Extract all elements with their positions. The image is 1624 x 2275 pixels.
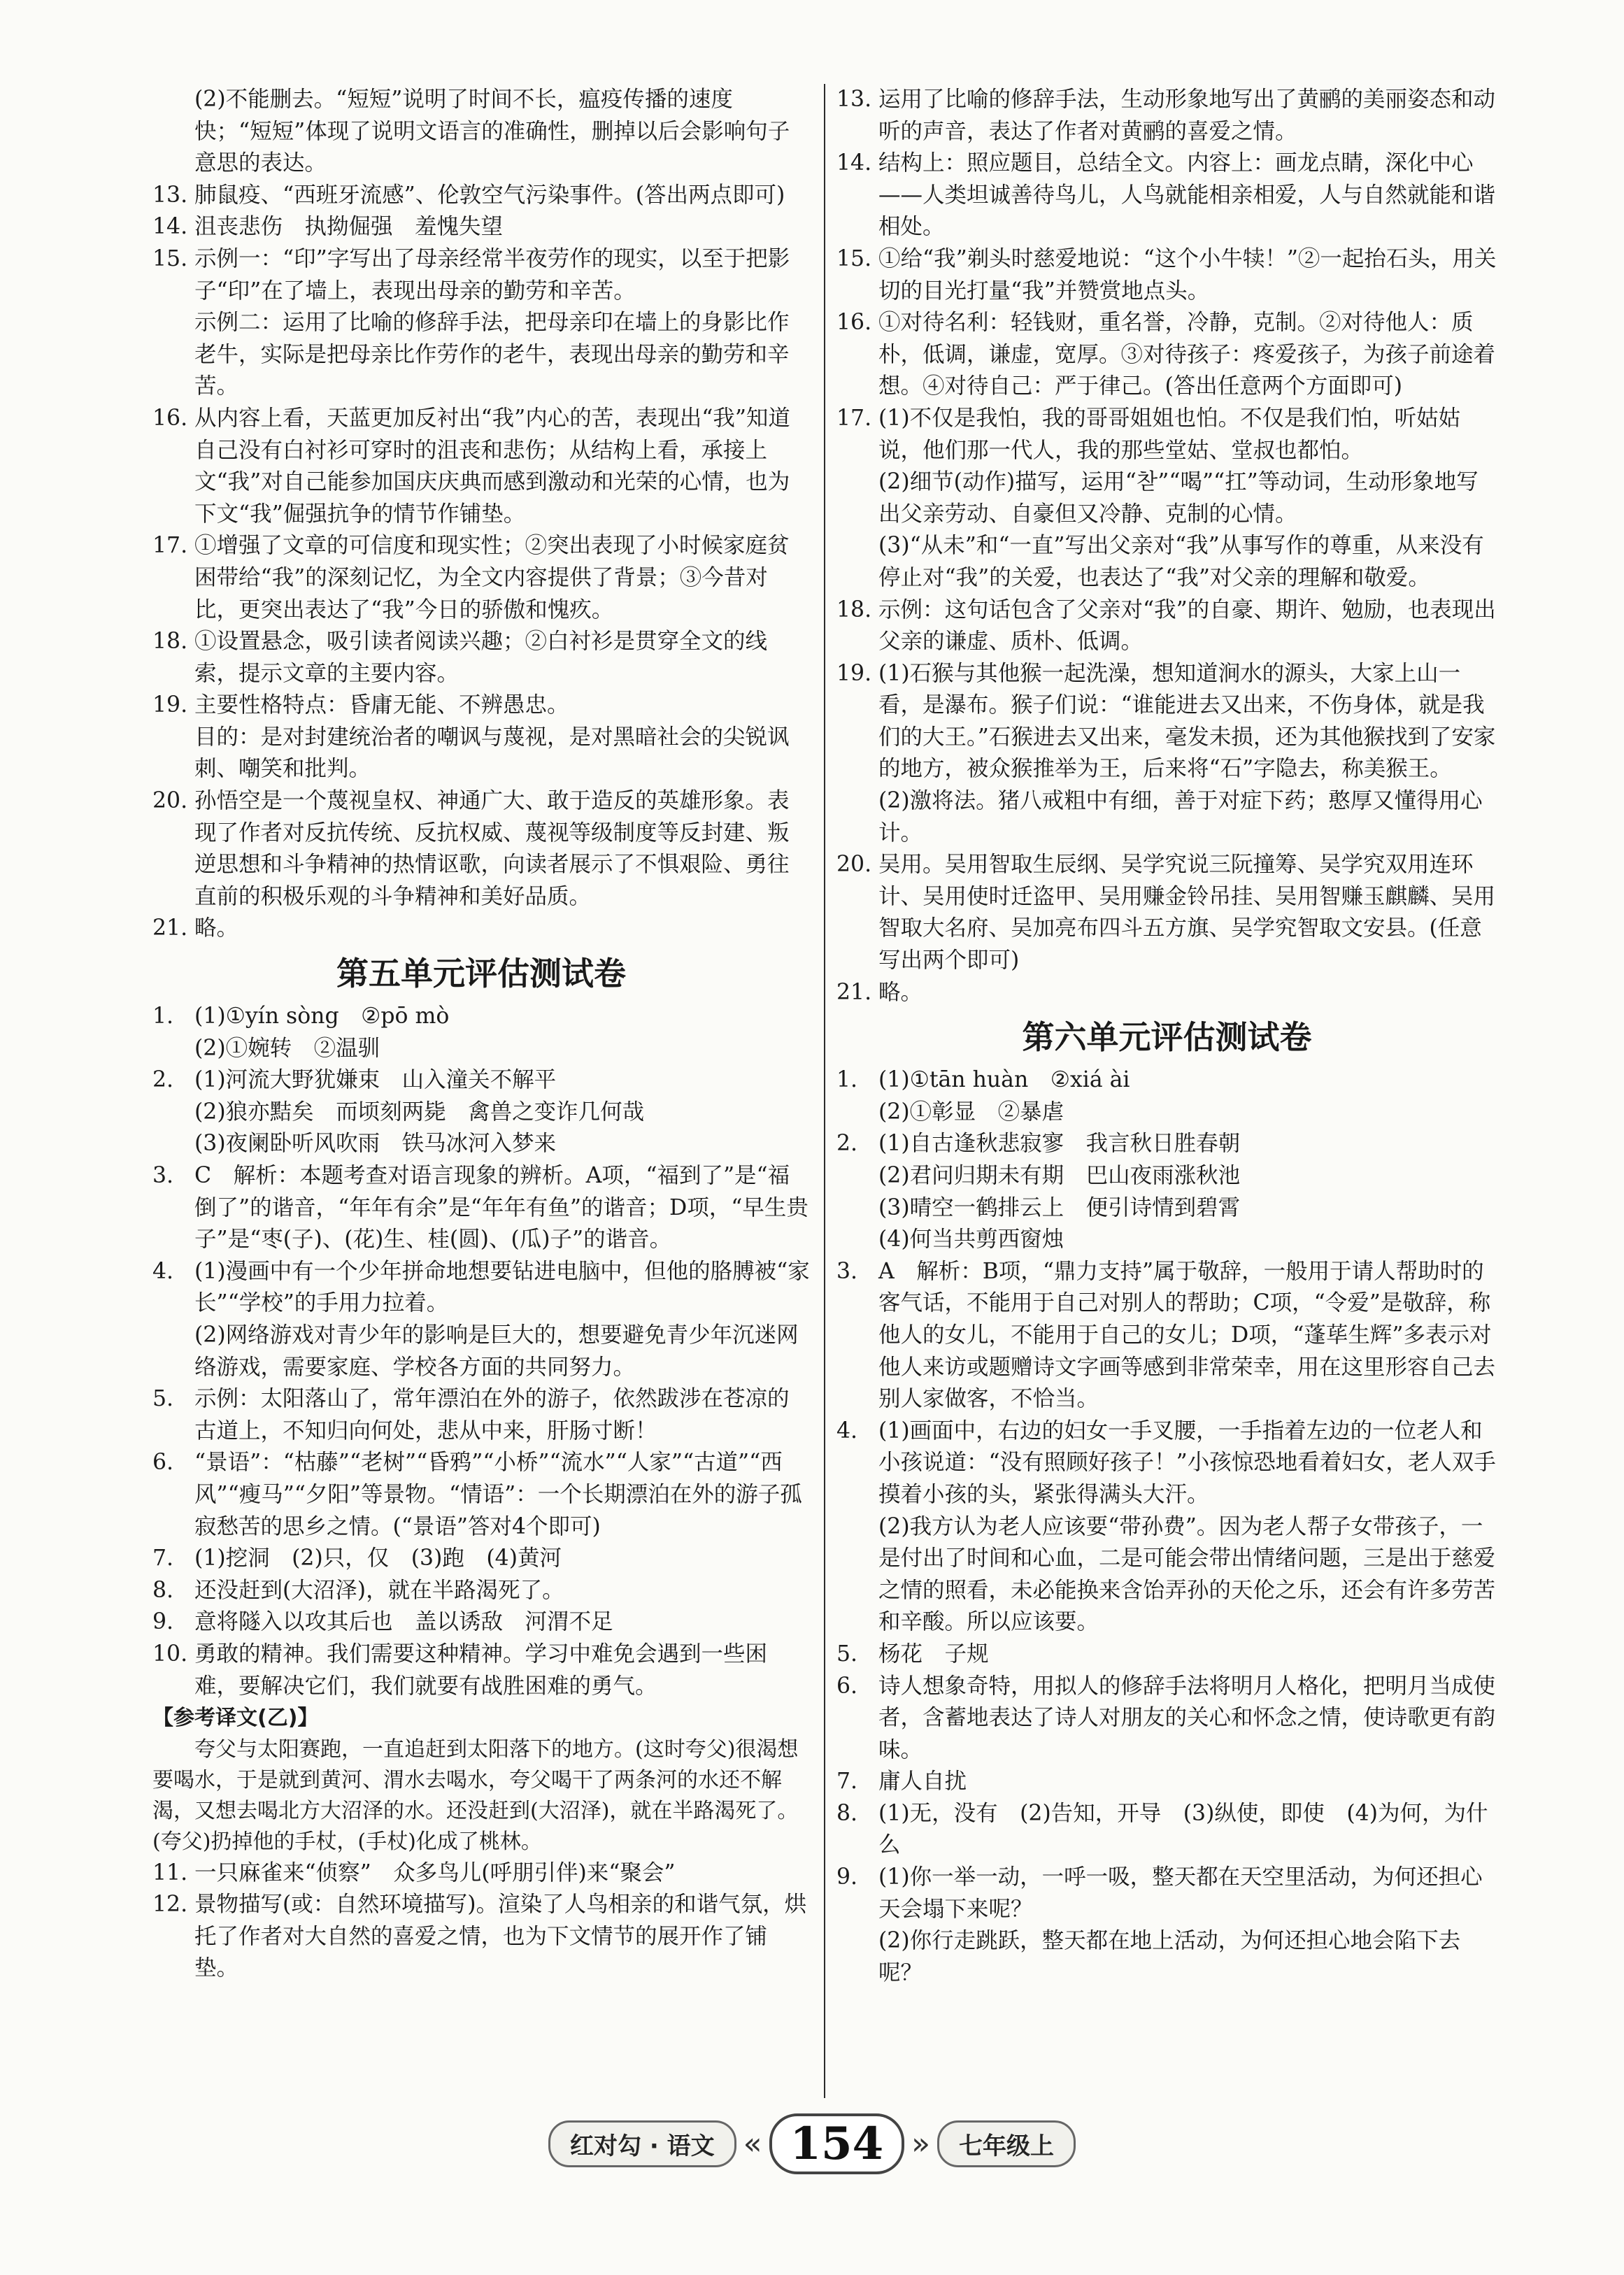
answer-text: (2)①婉转 ②温驯 <box>194 1035 380 1061</box>
answer-text: 还没赶到(大沼泽)，就在半路渴死了。 <box>194 1577 564 1603</box>
answer-item <box>152 1033 810 1065</box>
answer-item <box>836 1160 1497 1192</box>
unit5-heading: 第五单元评估测试卷 <box>336 955 626 993</box>
answer-number: 16. <box>836 310 872 336</box>
answer-item <box>836 1639 1497 1671</box>
answer-number <box>836 785 878 849</box>
answer-number: 20. <box>152 788 188 814</box>
answer-number: 19. <box>152 692 188 718</box>
answer-number: 2. <box>152 1067 174 1093</box>
answer-item <box>836 1798 1497 1862</box>
answer-text: 运用了比喻的修辞手法，生动形象地写出了黄鹂的美丽姿态和动听的声音，表达了作者对黄鹂的喜爱之情。 <box>878 87 1496 144</box>
answer-text: (2)我方认为老人应该要“带孙费”。因为老人帮子女带孩子，一是付出了时间和心血，二是可能会带出情绪问题，三是出于慈爱之情的照看，未必能换来含饴弄孙的天伦之乐，还会有许多劳苦和辛酸。所以应该要。 <box>878 1513 1496 1635</box>
answer-number: 3. <box>836 1258 858 1284</box>
answer-item <box>836 977 1497 1009</box>
answer-item <box>152 403 810 530</box>
answer-number: 6. <box>152 1450 174 1476</box>
reference-translation-body: 夸父与太阳赛跑，一直追赶到太阳落下的地方。(这时夸父)很渴想要喝水，于是就到黄河、渭水去喝水，夸父喝干了两条河的水还不解渴，又想去喝北方大沼泽的水。还没赶到(大沼泽)，就在半路渴死了。(夸父)扔掉他的手杖，(手杖)化成了桃林。 <box>152 1736 799 1854</box>
answer-item <box>152 84 810 180</box>
answer-item <box>836 658 1497 785</box>
answer-item <box>152 785 810 913</box>
answer-number: 11. <box>152 1860 188 1885</box>
answer-item <box>152 530 810 626</box>
answer-number <box>836 466 878 530</box>
answer-number: 12. <box>152 1892 188 1918</box>
answer-item <box>152 307 810 403</box>
answer-number: 8. <box>836 1800 858 1826</box>
answer-item <box>152 1320 810 1383</box>
answer-text: (1)你一举一动，一呼一吸，整天都在天空里活动，为何还担心天会塌下来呢？ <box>878 1864 1483 1922</box>
answer-number <box>836 530 878 594</box>
answer-text: (1)画面中，右边的妇女一手叉腰，一手指着左边的一位老人和小孩说道：“没有照顾好孩子！”小孩惊恐地看着妇女，老人双手摸着小孩的头，紧张得满头大汗。 <box>878 1418 1496 1507</box>
answer-text: (2)激将法。猪八戒粗中有细，善于对症下药；憨厚又懂得用心计。 <box>878 788 1483 846</box>
answer-number: 14. <box>152 214 188 240</box>
answer-number: 14. <box>836 150 872 176</box>
answer-text: (1)石猴与其他猴一起洗澡，想知道涧水的源头，大家上山一看，是瀑布。猴子们说：“谁能进去又出来，不伤身体，就是我们的大王。”石猴进去又出来，毫发未损，还为其他猴找到了安家的地方，被众猴推举为王，后来将“石”字隐去，称美猴王。 <box>878 660 1496 782</box>
answer-text: 勇敢的精神。我们需要这种精神。学习中难免会遇到一些困难，要解决它们，我们就要有战胜困难的勇气。 <box>194 1641 768 1699</box>
answer-item <box>152 1256 810 1320</box>
answer-text: (1)河流大野犹嫌束 山入潼关不解平 <box>194 1067 557 1093</box>
answer-item <box>152 1097 810 1129</box>
answer-text: 孙悟空是一个蔑视皇权、神通广大、敢于造反的英雄形象。表现了作者对反抗传统、反抗权威、蔑视等级制度等反封建、叛逆思想和斗争精神的热情讴歌，向读者展示了不惧艰险、勇往直前的积极乐观的斗争精神和美好品质。 <box>194 788 790 909</box>
answer-text: ①给“我”剃头时慈爱地说：“这个小牛犊！”②一起抬石头，用关切的目光打量“我”并赞赏地点头。 <box>878 245 1497 304</box>
answer-number: 17. <box>836 405 872 431</box>
answer-item <box>152 722 810 785</box>
answer-number: 9. <box>836 1864 858 1890</box>
answer-text: C 解析：本题考查对语言现象的辨析。A项，“福到了”是“福倒了”的谐音，“年年有余”是“年年有鱼”的谐音；D项，“早生贵子”是“枣(子)、(花)生、桂(圆)、(瓜)子”的谐音。 <box>194 1163 809 1253</box>
answer-item <box>836 530 1497 594</box>
answer-number: 21. <box>836 979 872 1005</box>
answer-item <box>836 403 1497 466</box>
left-chevron-icon: « <box>743 2125 762 2162</box>
answer-item <box>152 1383 810 1447</box>
answer-text: 杨花 子规 <box>878 1641 989 1667</box>
column-divider <box>824 84 825 2098</box>
right-column <box>836 84 1497 2091</box>
answer-text: (3)晴空一鹤排云上 便引诗情到碧霄 <box>878 1194 1241 1220</box>
answer-number: 1. <box>836 1067 858 1093</box>
answer-text: (2)细节(动作)描写，运用“찯”“喝”“扛”等动词，生动形象地写出父亲劳动、自豪但又冷静、克制的心情。 <box>878 469 1479 527</box>
answer-number <box>836 1925 878 1989</box>
answer-text: (1)不仅是我怕，我的哥哥姐姐也怕。不仅是我们怕，听姑姑说，他们那一代人，我的那些堂姑、堂叔也都怕。 <box>878 405 1461 463</box>
answer-text: “景语”：“枯藤”“老树”“昏鸦”“小桥”“流水”“人家”“古道”“西风”“瘦马”“夕阳”等景物。“情语”：一个长期漂泊在外的游子孤寂愁苦的思乡之情。(“景语”答对4个即可) <box>194 1450 802 1539</box>
answer-number: 16. <box>152 405 188 431</box>
answer-item <box>152 1064 810 1097</box>
grade-tag: 七年级上 <box>937 2120 1076 2167</box>
answer-item <box>836 148 1497 243</box>
answer-text: (1)自古逢秋悲寂寥 我言秋日胜春朝 <box>878 1131 1241 1157</box>
answer-item <box>152 690 810 722</box>
right-items-bottom <box>836 1064 1497 1989</box>
answer-text: 示例：这句话包含了父亲对“我”的自豪、期许、勉励，也表现出父亲的谦虚、质朴、低调。 <box>878 597 1496 655</box>
answer-item <box>836 1192 1497 1225</box>
answer-text: 示例：太阳落山了，常年漂泊在外的游子，依然跋涉在苍凉的古道上，不知归向何处，悲从中来，肝肠寸断！ <box>194 1386 790 1443</box>
answer-item <box>152 243 810 307</box>
answer-text: 庸人自扰 <box>878 1769 967 1795</box>
answer-item <box>836 849 1497 976</box>
left-items-bottom <box>152 1001 810 1702</box>
answer-text: 沮丧悲伤 执拗倔强 羞愧失望 <box>194 214 504 240</box>
page-footer <box>0 2102 1624 2185</box>
answer-number <box>836 1224 878 1256</box>
answer-text: 主要性格特点：昏庸无能、不辨愚忠。 <box>194 692 569 718</box>
answer-number: 2. <box>836 1131 858 1157</box>
answer-number: 10. <box>152 1641 188 1667</box>
answer-number <box>836 1511 878 1639</box>
answer-number: 19. <box>836 660 872 686</box>
answer-item <box>836 1766 1497 1798</box>
right-chevron-icon: » <box>911 2125 931 2162</box>
answer-item <box>836 1064 1497 1097</box>
answer-item <box>836 1925 1497 1989</box>
answer-text: 略。 <box>194 915 239 941</box>
answer-item <box>152 211 810 243</box>
answer-text: (2)你行走跳跃，整天都在地上活动，为何还担心地会陷下去呢？ <box>878 1928 1461 1985</box>
answer-item <box>152 626 810 690</box>
answer-item <box>836 243 1497 307</box>
answer-number: 15. <box>152 245 188 271</box>
answer-item <box>152 1889 810 1985</box>
answer-text: 略。 <box>878 979 923 1005</box>
answer-text: 景物描写(或：自然环境描写)。渲染了人鸟相亲的和谐气氛，烘托了作者对大自然的喜爱之情，也为下文情节的展开作了铺垫。 <box>194 1892 807 1981</box>
answer-text: (2)①彰显 ②暴虐 <box>878 1099 1064 1125</box>
answer-number: 5. <box>152 1386 174 1412</box>
answer-number: 17. <box>152 533 188 559</box>
answer-number: 7. <box>836 1769 858 1795</box>
answer-item <box>836 594 1497 658</box>
answer-item <box>152 180 810 212</box>
answer-item <box>152 1001 810 1033</box>
answer-text: (1)漫画中有一个少年拼命地想要钻进电脑中，但他的胳膊被“家长”“学校”的手用力拉着。 <box>194 1258 810 1316</box>
unit6-heading: 第六单元评估测试卷 <box>1022 1018 1312 1057</box>
reference-translation-title: 【参考译文(乙)】 <box>152 1706 319 1731</box>
answer-text: (3)夜阑卧听风吹雨 铁马冰河入梦来 <box>194 1131 557 1157</box>
answer-text: (2)君问归期未有期 巴山夜雨涨秋池 <box>878 1163 1241 1188</box>
answer-number: 3. <box>152 1163 174 1188</box>
answer-item <box>152 1606 810 1639</box>
answer-text: 肺鼠疫、“西班牙流感”、伦敦空气污染事件。(答出两点即可) <box>194 182 785 208</box>
answer-number <box>836 1097 878 1129</box>
page-number: 154 <box>769 2113 905 2174</box>
answer-item <box>836 1862 1497 1925</box>
answer-item <box>152 1447 810 1543</box>
answer-text: A 解析：B项，“鼎力支持”属于敬辞，一般用于请人帮助时的客气话，不能用于自己对别人的帮助；C项，“令爱”是敬辞，称他人的女儿，不能用于自己的女儿；D项，“蓬荜生辉”多表示对他人来访或题赠诗文字画等感到非常荣幸，用在这里形容自己去别人家做客，不恰当。 <box>878 1258 1496 1412</box>
answer-item <box>836 1224 1497 1256</box>
answer-number: 9. <box>152 1609 174 1635</box>
answer-item <box>836 1097 1497 1129</box>
answer-item <box>152 1575 810 1607</box>
answer-number: 8. <box>152 1577 174 1603</box>
answer-text: (1)①tān huàn ②xiá ài <box>878 1067 1130 1093</box>
answer-number: 1. <box>152 1004 174 1029</box>
answer-number: 18. <box>152 629 188 655</box>
answer-item <box>152 1128 810 1160</box>
answer-number: 4. <box>152 1258 174 1284</box>
answer-text: 从内容上看，天蓝更加反衬出“我”内心的苦，表现出“我”知道自己没有白衬衫可穿时的沮丧和悲伤；从结构上看，承接上文“我”对自己能参加国庆庆典而感到激动和光荣的心情，也为下文“我”倔强抗争的情节作铺垫。 <box>194 405 790 527</box>
answer-number: 13. <box>152 182 188 208</box>
answer-text: (2)狼亦黠矣 而顷刻两毙 禽兽之变诈几何哉 <box>194 1099 645 1125</box>
answer-text: ①设置悬念，吸引读者阅读兴趣；②白衬衫是贯穿全文的线索，提示文章的主要内容。 <box>194 629 768 686</box>
answer-number <box>152 307 194 403</box>
answer-item <box>152 1543 810 1575</box>
answer-text: 示例二：运用了比喻的修辞手法，把母亲印在墙上的身影比作老牛，实际是把母亲比作劳作的老牛，表现出母亲的勤劳和辛苦。 <box>194 310 790 399</box>
answer-item <box>836 1128 1497 1160</box>
answer-number <box>152 84 194 180</box>
answer-item <box>152 1857 810 1890</box>
answer-text: (2)不能删去。“短短”说明了时间不长，瘟疫传播的速度快；“短短”体现了说明文语言的准确性，删掉以后会影响句子意思的表达。 <box>194 87 790 176</box>
answer-text: (3)“从未”和“一直”写出父亲对“我”从事写作的尊重，从来没有停止对“我”的关爱，也表达了“我”对父亲的理解和敬爱。 <box>878 533 1484 590</box>
answer-number <box>152 722 194 785</box>
answer-item <box>152 1160 810 1256</box>
answer-text: 结构上：照应题目，总结全文。内容上：画龙点睛，深化中心——人类坦诚善待鸟儿，人鸟就能相亲相爱，人与自然就能和谐相处。 <box>878 150 1496 240</box>
answer-number: 21. <box>152 915 188 941</box>
answer-number <box>152 1097 194 1129</box>
answer-text: 意将隧入以攻其后也 盖以诱敌 河渭不足 <box>194 1609 613 1635</box>
answer-item <box>836 466 1497 530</box>
answer-text: 一只麻雀来“侦察” 众多鸟儿(呼朋引伴)来“聚会” <box>194 1860 676 1885</box>
answer-text: 吴用。吴用智取生辰纲、吴学究说三阮撞筹、吴学究双用连环计、吴用使时迁盗甲、吴用赚金铃吊挂、吴用智赚玉麒麟、吴用智取大名府、吴加亮布四斗五方旗、吴学究智取文安县。(任意写出两个即可) <box>878 852 1496 974</box>
answer-text: ①增强了文章的可信度和现实性；②突出表现了小时候家庭贫困带给“我”的深刻记忆，为全文内容提供了背景；③今昔对比，更突出表达了“我”今日的骄傲和愧疚。 <box>194 533 790 622</box>
answer-item <box>836 1511 1497 1639</box>
answer-item <box>836 307 1497 403</box>
answer-text: ①对待名利：轻钱财，重名誉，冷静，克制。②对待他人：质朴，低调，谦虚，宽厚。③对待孩子：疼爱孩子，为孩子前途着想。④对待自己：严于律己。(答出任意两个方面即可) <box>878 310 1496 399</box>
answer-item <box>152 913 810 945</box>
answer-number <box>836 1192 878 1225</box>
left-items-top <box>152 84 810 945</box>
answer-text: (2)网络游戏对青少年的影响是巨大的，想要避免青少年沉迷网络游戏，需要家庭、学校各方面的共同努力。 <box>194 1322 799 1380</box>
answer-number <box>152 1128 194 1160</box>
answer-number: 13. <box>836 87 872 112</box>
answer-text: (1)①yín sòng ②pō mò <box>194 1004 450 1029</box>
answer-number: 15. <box>836 245 872 271</box>
answer-item <box>836 1671 1497 1767</box>
answer-number: 6. <box>836 1673 858 1699</box>
answer-text: (4)何当共剪西窗烛 <box>878 1227 1064 1253</box>
answer-number: 5. <box>836 1641 858 1667</box>
left-items-end <box>152 1857 810 1985</box>
right-items-top <box>836 84 1497 1008</box>
answer-item <box>152 1639 810 1702</box>
answer-number: 7. <box>152 1546 174 1571</box>
answer-number <box>152 1320 194 1383</box>
answer-number <box>152 1033 194 1065</box>
book-title-tag: 红对勾 · 语文 <box>548 2120 736 2167</box>
answer-text: 示例一：“印”字写出了母亲经常半夜劳作的现实，以至于把影子“印”在了墙上，表现出母亲的勤劳和辛苦。 <box>194 245 790 304</box>
answer-number: 20. <box>836 852 872 878</box>
answer-text: 诗人想象奇特，用拟人的修辞手法将明月人格化，把明月当成使者，含蓄地表达了诗人对朋友的关心和怀念之情，使诗歌更有韵味。 <box>878 1673 1496 1762</box>
answer-number: 18. <box>836 597 872 622</box>
answer-item <box>836 1256 1497 1415</box>
answer-text: 目的：是对封建统治者的嘲讽与蔑视，是对黑暗社会的尖锐讽刺、嘲笑和批判。 <box>194 724 790 782</box>
answer-text: (1)挖洞 (2)只，仅 (3)跑 (4)黄河 <box>194 1546 562 1571</box>
answer-number <box>836 1160 878 1192</box>
answer-text: (1)无，没有 (2)告知，开导 (3)纵使，即使 (4)为何，为什么 <box>878 1800 1488 1858</box>
answer-item <box>836 84 1497 148</box>
answer-item <box>836 785 1497 849</box>
left-column <box>152 84 810 2091</box>
answer-item <box>836 1415 1497 1511</box>
answer-number: 4. <box>836 1418 858 1443</box>
